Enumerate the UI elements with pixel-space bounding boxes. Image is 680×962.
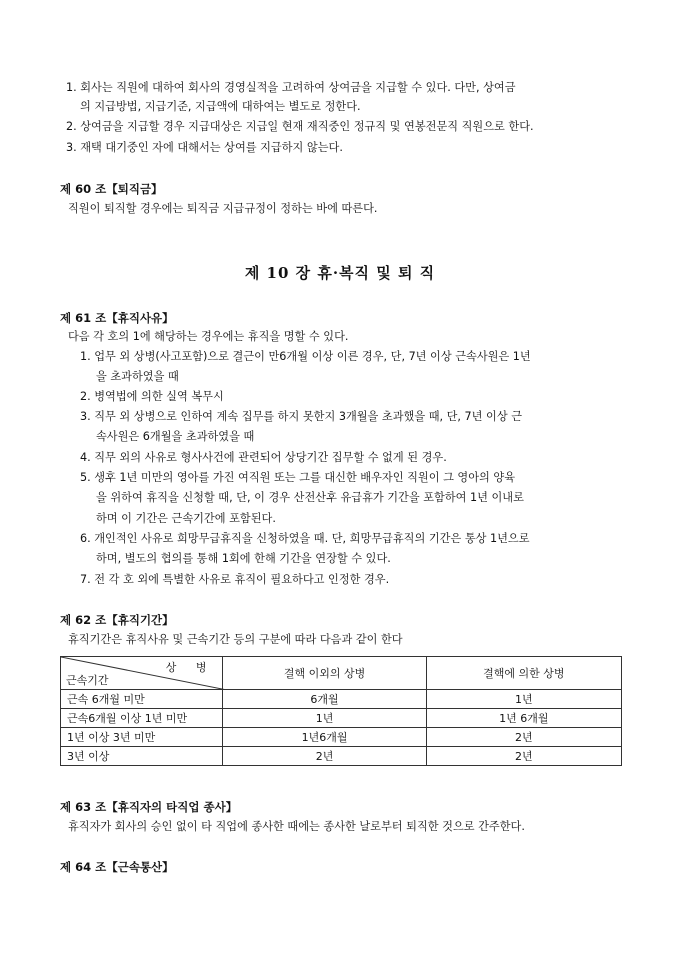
art61-line: 2. 병역법에 의한 실역 복무시 [80, 390, 224, 403]
table-cell: 1년 6개월 [426, 709, 621, 728]
art61-line: 1. 업무 외 상병(사고포함)으로 결근이 만6개월 이상 이른 경우, 단, 7년 이상 근속사원은 1년 [80, 350, 531, 363]
table-row [61, 747, 622, 766]
table-cell: 근속 6개월 미만 [61, 690, 223, 709]
art59-item-2: 2. 상여금을 지급할 경우 지급대상은 지급일 현재 재직중인 정규직 및 연봉전문직 직원으로 한다. [66, 120, 534, 133]
art61-line: 4. 직무 외의 사유로 형사사건에 관련되어 상당기간 집무할 수 없게 된 경우. [80, 451, 447, 464]
table-header-row [61, 657, 622, 690]
table-cell: 근속6개월 이상 1년 미만 [61, 709, 223, 728]
table-cell: 1년 [223, 709, 426, 728]
art61-intro: 다음 각 호의 1에 해당하는 경우에는 휴직을 명할 수 있다. [68, 330, 349, 343]
art61-line: 5. 생후 1년 미만의 영아를 가진 여직원 또는 그를 대신한 배우자인 직원이 그 영아의 양육 [80, 471, 516, 484]
header-col2: 결핵 이외의 상병 [223, 657, 426, 690]
table-cell: 2년 [426, 747, 621, 766]
art61-title: 제 61 조【휴직사유】 [60, 311, 174, 325]
art64-title: 제 64 조【근속통산】 [60, 860, 174, 874]
art63-body: 휴직자가 회사의 승인 없이 타 직업에 종사한 때에는 종사한 날로부터 퇴직한 것으로 간주한다. [68, 820, 525, 833]
table-cell: 6개월 [223, 690, 426, 709]
art61-line: 하며, 별도의 협의를 통해 1회에 한해 기간을 연장할 수 있다. [96, 552, 391, 565]
chapter-title: 제 10 장 휴·복직 및 퇴 직 [244, 264, 436, 282]
art63-title: 제 63 조【휴직자의 타직업 종사】 [60, 800, 238, 814]
table-cell: 3년 이상 [61, 747, 223, 766]
table-cell: 2년 [426, 728, 621, 747]
corner-top-label: 상 병 [165, 661, 215, 674]
table-cell: 1년 이상 3년 미만 [61, 728, 223, 747]
art61-line: 속사원은 6개월을 초과하였을 때 [96, 430, 255, 443]
art62-title: 제 62 조【휴직기간】 [60, 613, 174, 627]
corner-cell [61, 657, 223, 690]
table-cell: 2년 [223, 747, 426, 766]
art61-line: 7. 전 각 호 외에 특별한 사유로 휴직이 필요하다고 인정한 경우. [80, 573, 390, 586]
header-col3: 결핵에 의한 상병 [426, 657, 621, 690]
art61-line: 3. 직무 외 상병으로 인하여 계속 집무를 하지 못한지 3개월을 초과했을 때, 단, 7년 이상 근 [80, 410, 523, 423]
art62-intro: 휴직기간은 휴직사유 및 근속기간 등의 구분에 따라 다음과 같이 한다 [68, 633, 403, 646]
art61-line: 을 위하여 휴직을 신청할 때, 단, 이 경우 산전산후 유급휴가 기간을 포함하여 1년 이내로 [96, 491, 524, 504]
art61-line: 6. 개인적인 사유로 희망무급휴직을 신청하였을 때. 단, 희망무급휴직의 기간은 통상 1년으로 [80, 532, 530, 545]
table-row [61, 728, 622, 747]
table-cell: 1년6개월 [223, 728, 426, 747]
art59-item-1-cont: 의 지급방법, 지급기준, 지급액에 대하여는 별도로 정한다. [80, 100, 361, 113]
art61-line: 을 초과하였을 때 [96, 370, 179, 383]
art60-title: 제 60 조【퇴직금】 [60, 182, 163, 196]
art59-item-1: 1. 회사는 직원에 대하여 회사의 경영실적을 고려하여 상여금을 지급할 수 있다. 다만, 상여금 [66, 81, 516, 94]
table-row [61, 709, 622, 728]
table-row [61, 690, 622, 709]
art60-body: 직원이 퇴직할 경우에는 퇴직금 지급규정이 정하는 바에 따른다. [68, 202, 378, 215]
art61-line: 하며 이 기간은 근속기간에 포함된다. [96, 512, 276, 525]
leave-period-table [60, 656, 622, 766]
table-cell: 1년 [426, 690, 621, 709]
corner-bottom-label: 근속기간 [66, 674, 109, 687]
art59-item-3: 3. 재택 대기중인 자에 대해서는 상여를 지급하지 않는다. [66, 141, 343, 154]
